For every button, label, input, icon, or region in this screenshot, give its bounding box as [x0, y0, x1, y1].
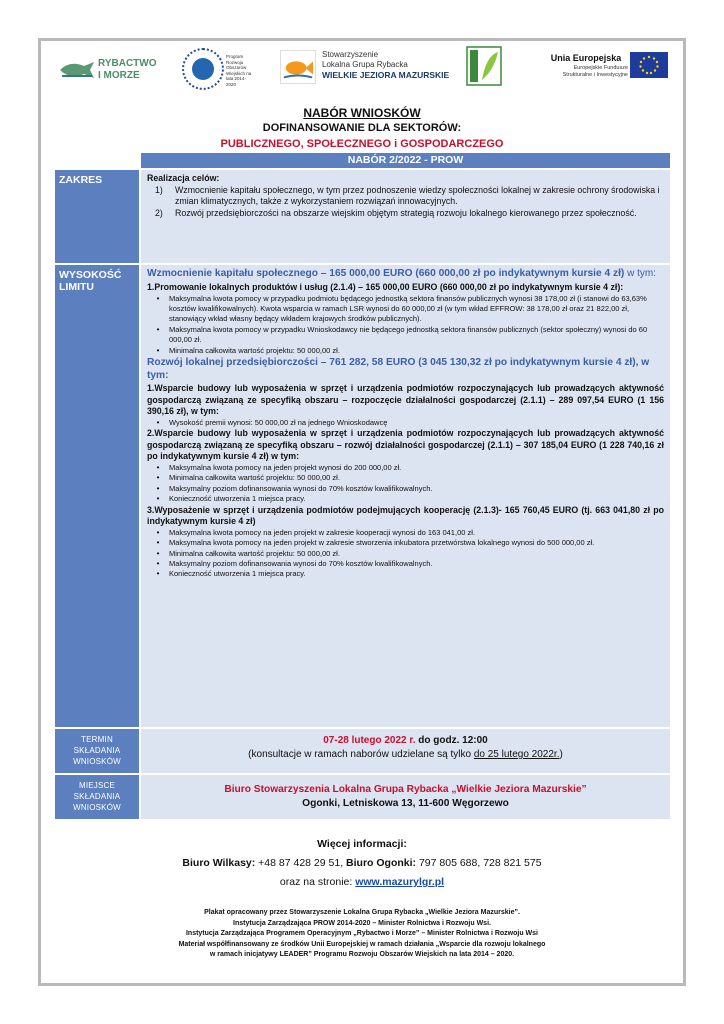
wilkasy-label: Biuro Wilkasy: — [182, 857, 256, 869]
bullet-item — [147, 559, 664, 569]
p2-bullet-list — [147, 418, 664, 428]
p1-bullet-list — [147, 294, 664, 356]
footer-line: w ramach inicjatywy LEADER” Programu Rozwoju Obszarów Wiejskich na lata 2014 – 2020. — [209, 951, 515, 958]
miejsce-row — [55, 775, 670, 819]
termin-note — [147, 748, 664, 762]
prow-program-logo — [180, 46, 252, 92]
termin-note-post: ) — [559, 749, 563, 760]
termin-hour: do godz. 12:00 — [415, 735, 488, 746]
ogonki-label: Biuro Ogonki: — [346, 857, 417, 869]
footer-line: Materiał współfinansowany ze środków Unii Europejskiej w ramach działania „Wsparcie dla rozwoju lokalnego — [178, 940, 546, 948]
sec1-tail: w tym: — [624, 268, 656, 279]
lgr-line3: WIELKIE JEZIORA MAZURSKIE — [322, 70, 450, 80]
bullet-icon: • — [156, 473, 160, 483]
sec1-title: Wzmocnienie kapitału społecznego – 165 000,00 EURO (660 000,00 zł po indykatywnym kursie 4 zł) — [147, 268, 625, 279]
zakres-row — [55, 170, 670, 263]
bullet-icon: • — [156, 463, 160, 472]
eu-logo — [550, 50, 668, 90]
miejsce-office: Biuro Stowarzyszenia Lokalna Grupa Rybacka „Wielkie Jeziora Mazurskie” — [224, 784, 587, 795]
i-morze-text: I MORZE — [98, 70, 140, 81]
bullet-text: Maksymalna kwota pomocy w przypadku Wnioskodawcy nie będącego jednostką sektora finansów publicznych (sektor społeczny) wynosi do 60 000,00 zł. — [169, 324, 648, 345]
p4-bullet-list — [147, 528, 664, 580]
bullet-item — [147, 463, 664, 473]
bullet-icon: • — [156, 417, 160, 427]
lgr-line1: Stowarzyszenie — [322, 50, 379, 59]
logo-strip — [58, 44, 668, 94]
p3-bullet-list — [147, 463, 664, 505]
nabor-header: NABÓR 2/2022 - PROW — [141, 153, 670, 168]
termin-dates: 07-28 lutego 2022 r. — [323, 735, 416, 746]
bullet-text: Maksymalny poziom dofinansowania wynosi do 70% kosztów kwalifikowalnych. — [169, 559, 433, 569]
footer-line: Instytucja Zarządzająca PROW 2014-2020 – Minister Rolnictwa i Rozwoju Wsi. — [233, 919, 491, 927]
website-line — [0, 876, 724, 888]
miejsce-content — [141, 775, 670, 819]
termin-note-pre: (konsultacje w ramach naborów udzielane są tylko — [248, 749, 474, 760]
miejsce-label: MIEJSCE SKŁADANIA WNIOSKÓW — [55, 775, 139, 819]
bullet-icon: • — [156, 538, 160, 548]
bullet-item — [147, 538, 664, 548]
p1-title: 1.Promowanie lokalnych produktów i usług (2.1.4) – 165 000,00 EURO (660 000,00 zł po indykatywnym kursie 4 zł): — [147, 282, 624, 292]
leader-icon — [466, 46, 502, 86]
sectors-heading: PUBLICZNEGO, SPOŁECZNEGO i GOSPODARCZEGO — [220, 138, 504, 150]
zakres-item-number: 2) — [155, 207, 163, 218]
zakres-label: ZAKRES — [55, 170, 139, 263]
bullet-item — [147, 473, 664, 483]
termin-note-date: do 25 lutego 2022r. — [473, 749, 560, 760]
sec1-heading — [147, 267, 664, 280]
website-prefix: oraz na stronie: — [279, 876, 356, 888]
ue-subtitle-line1: Europejskie Fundusze — [573, 65, 628, 71]
fish-boat-icon — [58, 58, 96, 80]
bullet-text: Maksymalna kwota pomocy w przypadku podmiotu będącego jednostką sektora finansów publicznych wynosi 38 178,00 zł (i stanowi do 63,63% kosztów kwalifikowalnych). Kwota wsparcia w ramach LSR wynosi do 60 000,00 zł (w tym wkład EFFROW: 38 178,00 zł oraz 21 822,00 zł, stanowiący wkład własny będący wkładem krajowych środków publicznych). — [169, 293, 647, 324]
bullet-icon: • — [156, 559, 160, 569]
zakres-content — [141, 170, 670, 263]
bullet-icon: • — [156, 527, 160, 537]
footer-line: Instytucja Zarządzająca Programem Operacyjnym „Rybactwo i Morze” – Minister Rolnictwa i Rozwoju Wsi — [185, 930, 539, 937]
leader-logo — [466, 46, 502, 86]
termin-content — [141, 729, 670, 773]
bullet-text: Wysokość premii wynosi: 50 000,00 zł na jednego Wnioskodawcę — [169, 417, 388, 427]
bullet-text: Minimalna całkowita wartość projektu: 50 000,00 zł. — [169, 548, 340, 558]
sec2-title: Rozwój lokalnej przedsiębiorczości – 761 282, 58 EURO (3 045 130,32 zł po indykatywnym kursie 4 zł), w tym: — [147, 357, 650, 382]
bullet-item — [147, 549, 664, 559]
bullet-icon: • — [156, 548, 160, 558]
bullet-item — [147, 528, 664, 538]
bullet-item — [147, 418, 664, 428]
ue-subtitle-line2: Strukturalne i Inwestycyjne — [562, 72, 628, 78]
lgr-logo — [280, 48, 490, 90]
limit-label: WYSOKOŚĆ LIMITU — [55, 265, 139, 727]
bullet-item — [147, 494, 664, 504]
bullet-item — [147, 484, 664, 494]
website-link[interactable]: www.mazurylgr.pl — [355, 876, 445, 888]
phones-line — [0, 857, 724, 869]
p2-title: 1.Wsparcie budowy lub wyposażenia w sprzęt i urządzenia podmiotów rozpoczynających lub prowadzących aktywność gospodarczą związaną ze specyfiką obszaru – rozpoczęcie działalności gospodarczej (2.1.1) – 289 097,54 EURO (1 156 390,16 zł), w tym: — [147, 383, 664, 417]
termin-row — [55, 729, 670, 773]
rybactwo-text: RYBACTWO — [98, 58, 157, 69]
bullet-icon: • — [156, 494, 160, 504]
bullet-text: Maksymalny poziom dofinansowania wynosi do 70% kosztów kwalifikowalnych. — [169, 483, 433, 493]
bullet-icon: • — [156, 483, 160, 493]
orange-fish-icon — [280, 50, 316, 84]
p3-title: 2.Wsparcie budowy lub wyposażenia w sprzęt i urządzenia podmiotów rozpoczynających lub prowadzących aktywność gospodarczą związaną ze specyfiką obszaru – rozwój działalności gospodarczej (2.1.1) – 307 185,04 EURO (1 228 740,16 zł po indykatywnym kursie 4 zł) w tym: — [147, 428, 664, 462]
p4-title: 3.Wyposażenie w sprzęt i urządzenia podmiotów podejmujących kooperację (2.1.3)- 165 760,45 EURO (tj. 663 041,80 zł po indykatywnym kursie 4 zł) — [147, 504, 664, 527]
program-logo-text: Program Rozwoju Obszarów Wiejskich na lata 2014-2020 — [226, 54, 252, 87]
footer-line: Plakat opracowany przez Stowarzyszenie Lokalna Grupa Rybacka „Wielkie Jeziora Mazurskie”. — [204, 909, 520, 916]
bullet-text: Maksymalna kwota pomocy na jeden projekt wynosi do 200 000,00 zł. — [169, 463, 402, 472]
zakres-intro: Realizacja celów: — [147, 173, 220, 183]
bullet-item — [147, 569, 664, 579]
bullet-icon: • — [156, 293, 160, 303]
ue-subtitle — [538, 65, 628, 79]
footer-credits — [0, 908, 724, 961]
bullet-item — [147, 346, 664, 356]
page-title: NABÓR WNIOSKÓW — [303, 106, 421, 120]
zakres-item — [155, 208, 664, 220]
termin-label: TERMIN SKŁADANIA WNIOSKÓW — [55, 729, 139, 773]
ogonki-phone: 797 805 688, 728 821 575 — [416, 857, 542, 869]
bullet-item — [147, 325, 664, 346]
limit-row — [55, 265, 670, 727]
miejsce-address: Ogonki, Letniskowa 13, 11-600 Węgorzewo — [302, 798, 509, 809]
bullet-icon: • — [156, 345, 160, 355]
bullet-text: Maksymalna kwota pomocy na jeden projekt w zakresie stworzenia inkubatora przetwórstwa lokalnego wynosi do 500 000,00 zł. — [169, 538, 595, 548]
bullet-text: Maksymalna kwota pomocy na jeden projekt w zakresie kooperacji wynosi do 163 041,00 zł. — [169, 527, 475, 537]
termin-dates-line — [147, 734, 664, 748]
zakres-item — [155, 185, 664, 208]
bullet-text: Minimalna całkowita wartość projektu: 50 000,00 zł. — [169, 345, 340, 355]
zakres-item-text: Rozwój przedsiębiorczości na obszarze wiejskim objętym strategią rozwoju lokalnego kierowanego przez społeczność. — [175, 207, 637, 218]
more-info-title: Więcej informacji: — [317, 838, 407, 850]
bullet-text: Minimalna całkowita wartość projektu: 50 000,00 zł. — [169, 473, 340, 483]
page-subtitle: DOFINANSOWANIE DLA SEKTORÓW: — [262, 122, 462, 134]
eu-flag-icon — [630, 52, 668, 78]
bullet-text: Konieczność utworzenia 1 miejsca pracy. — [169, 569, 306, 579]
bullet-text: Konieczność utworzenia 1 miejsca pracy. — [169, 494, 306, 504]
zakres-item-number: 1) — [155, 184, 163, 195]
lgr-line2: Lokalna Grupa Rybacka — [322, 60, 408, 69]
bullet-item — [147, 294, 664, 325]
zakres-item-text: Wzmocnienie kapitału społecznego, w tym przez podnoszenie wiedzy społeczności lokalnej w zakresie ochrony środowiska i zmian klimatycznych, także z wykorzystaniem rozwiązań innowacyjnych. — [175, 184, 660, 207]
bullet-icon: • — [156, 324, 160, 334]
rybactwo-i-morze-logo — [58, 52, 158, 86]
program-emblem-icon — [192, 58, 214, 80]
ue-title: Unia Europejska — [550, 53, 622, 63]
bullet-icon: • — [156, 569, 160, 579]
wilkasy-phone: +48 87 428 29 51, — [255, 857, 347, 869]
limit-content — [141, 265, 670, 727]
